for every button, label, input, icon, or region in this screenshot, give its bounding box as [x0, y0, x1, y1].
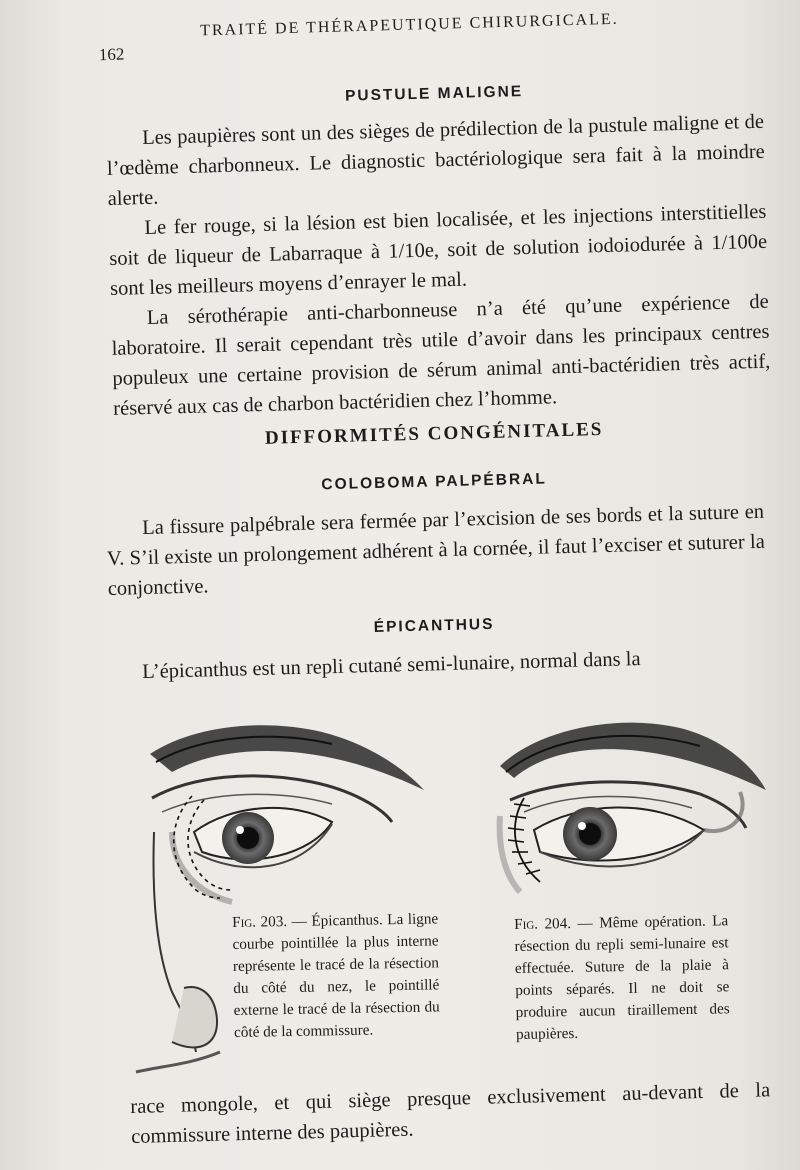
paragraph: La fissure palpébrale sera fermée par l’excision de ses bords et la suture en V. S’il existe un prolongement adhérent à la cornée, il faut l’exciser et suturer la conjonctive. — [106, 500, 766, 600]
paragraph: race mongole, et qui siège presque exclusivement au-devant de la commissure interne des paupières. — [130, 1079, 771, 1148]
figure-203-label: Fig. 203. — [232, 913, 288, 931]
section-epicanthus — [105, 609, 764, 688]
paragraph: L’épicanthus est un repli cutané semi-lunaire, normal dans la — [141, 647, 641, 684]
figure-203-caption — [232, 908, 440, 1044]
figure-203 — [132, 712, 462, 1082]
section-coloboma — [105, 465, 766, 604]
section-pustule-maligne — [105, 77, 771, 424]
figure-204-label: Fig. 204. — [514, 915, 572, 933]
heading-difformites-congenitales: DIFFORMITÉS CONGÉNITALES — [264, 418, 604, 449]
figure-204-caption — [514, 910, 730, 1046]
figure-204-text: — Même opération. La résection du repli semi-lunaire est effectuée. Suture de la plaie à points séparés. Il ne doit se produire aucun tiraillement des paupières. — [514, 912, 730, 1043]
running-head — [0, 4, 800, 66]
paragraph: Le fer rouge, si la lésion est bien localisée, et les injections interstitielles soit de liqueur de Labarraque à 1/10e, soit de solution iodoiodurée à 1/100e sont les meilleurs moyens d’enrayer le mal. — [109, 200, 768, 300]
heading-pustule-maligne: PUSTULE MALIGNE — [344, 83, 524, 105]
section-epicanthus-continued — [130, 1075, 771, 1152]
page-number: 162 — [98, 44, 125, 65]
heading-coloboma-palpebral: COLOBOMA PALPÉBRAL — [321, 470, 548, 494]
paragraph: Les paupières sont un des sièges de prédilection de la pustule maligne et de l’œdème charbonneux. Le diagnostic bactériologique sera fait à la moindre alerte. — [106, 110, 766, 210]
running-title: TRAITÉ DE THÉRAPEUTIQUE CHIRURGICALE. — [199, 10, 619, 40]
paragraph: La sérothérapie anti-charbonneuse n’a été qu’une expérience de laboratoire. Il serait cependant très utile d’avoir dans les principaux centres populeux une certaine provision de sérum animal anti-bactéridien très actif, réservé aux cas de charbon bactéridien chez l’homme. — [111, 290, 771, 420]
heading-epicanthus: ÉPICANTHUS — [373, 615, 495, 636]
figure-204 — [470, 706, 800, 1076]
figure-203-text: — Épicanthus. La ligne courbe pointillée la plus interne représente le tracé de la résection du côté du nez, le pointillé externe le tracé de la résection du côté de la commissure. — [232, 910, 440, 1041]
